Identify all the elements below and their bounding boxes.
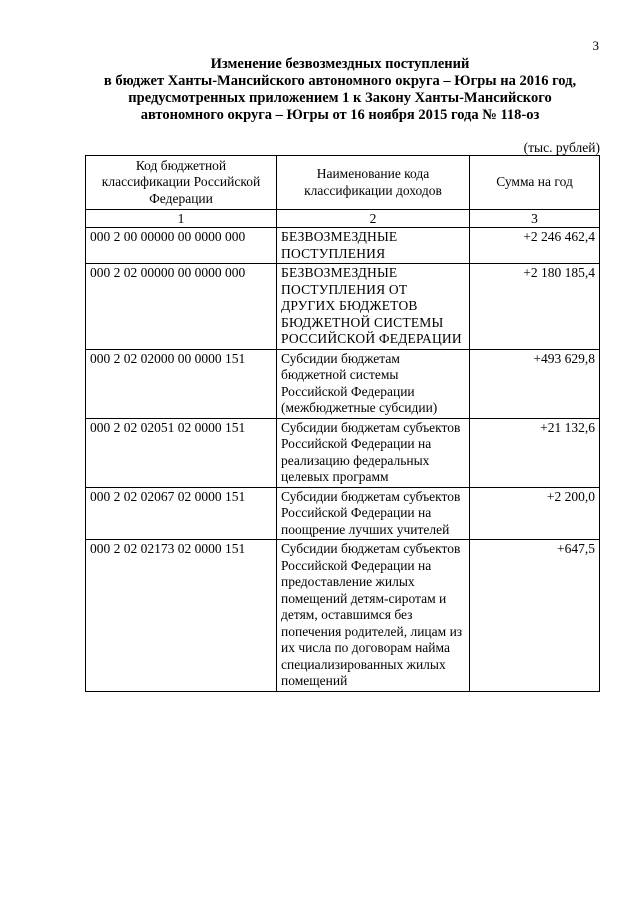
row-code: 000 2 02 02067 02 0000 151 — [86, 487, 277, 540]
header-name: Наименование кода классификации доходов — [277, 156, 470, 210]
table-header-row — [86, 156, 600, 210]
row-amount: +2 180 185,4 — [470, 264, 600, 350]
header-code: Код бюджетной классификации Российской Федерации — [86, 156, 277, 210]
row-code: 000 2 02 00000 00 0000 000 — [86, 264, 277, 350]
row-amount: +647,5 — [470, 540, 600, 692]
title-line: автономного округа – Югры от 16 ноября 2015 года № 118-оз — [140, 107, 540, 123]
row-name: Субсидии бюджетам бюджетной системы Российской Федерации (межбюджетные субсидии) — [277, 349, 470, 418]
unit-note: (тыс. рублей) — [523, 140, 600, 155]
row-code: 000 2 02 02000 00 0000 151 — [86, 349, 277, 418]
column-number: 1 — [86, 210, 277, 228]
column-number: 2 — [277, 210, 470, 228]
row-name: БЕЗВОЗМЕЗДНЫЕ ПОСТУПЛЕНИЯ — [277, 228, 470, 264]
row-name: Субсидии бюджетам субъектов Российской Федерации на поощрение лучших учителей — [277, 487, 470, 540]
row-code: 000 2 02 02051 02 0000 151 — [86, 418, 277, 487]
column-number-row — [86, 210, 600, 228]
title-line: Изменение безвозмездных поступлений — [210, 56, 470, 72]
header-amount: Сумма на год — [470, 156, 600, 210]
row-code: 000 2 00 00000 00 0000 000 — [86, 228, 277, 264]
table-row — [86, 349, 600, 418]
row-amount: +2 246 462,4 — [470, 228, 600, 264]
table-row — [86, 540, 600, 692]
row-name: Субсидии бюджетам субъектов Российской Федерации на реализацию федеральных целевых программ — [277, 418, 470, 487]
row-code: 000 2 02 02173 02 0000 151 — [86, 540, 277, 692]
table-row — [86, 487, 600, 540]
table-row — [86, 418, 600, 487]
row-name: Субсидии бюджетам субъектов Российской Федерации на предоставление жилых помещений детям-сиротам и детям, оставшимся без попечения родителей, лицам из их числа по договорам найма специализированных жилых помещений — [277, 540, 470, 692]
table-row — [86, 264, 600, 350]
title-line: в бюджет Ханты-Мансийского автономного округа – Югры на 2016 год, — [103, 73, 577, 89]
row-amount: +493 629,8 — [470, 349, 600, 418]
row-name: БЕЗВОЗМЕЗДНЫЕ ПОСТУПЛЕНИЯ ОТ ДРУГИХ БЮДЖЕТОВ БЮДЖЕТНОЙ СИСТЕМЫ РОССИЙСКОЙ ФЕДЕРАЦИИ — [277, 264, 470, 350]
title-line: предусмотренных приложением 1 к Закону Ханты-Мансийского — [128, 90, 552, 106]
budget-table — [85, 155, 600, 692]
table-row — [86, 228, 600, 264]
row-amount: +21 132,6 — [470, 418, 600, 487]
document-title — [70, 56, 610, 124]
row-amount: +2 200,0 — [470, 487, 600, 540]
page-number: 3 — [592, 38, 599, 53]
column-number: 3 — [470, 210, 600, 228]
